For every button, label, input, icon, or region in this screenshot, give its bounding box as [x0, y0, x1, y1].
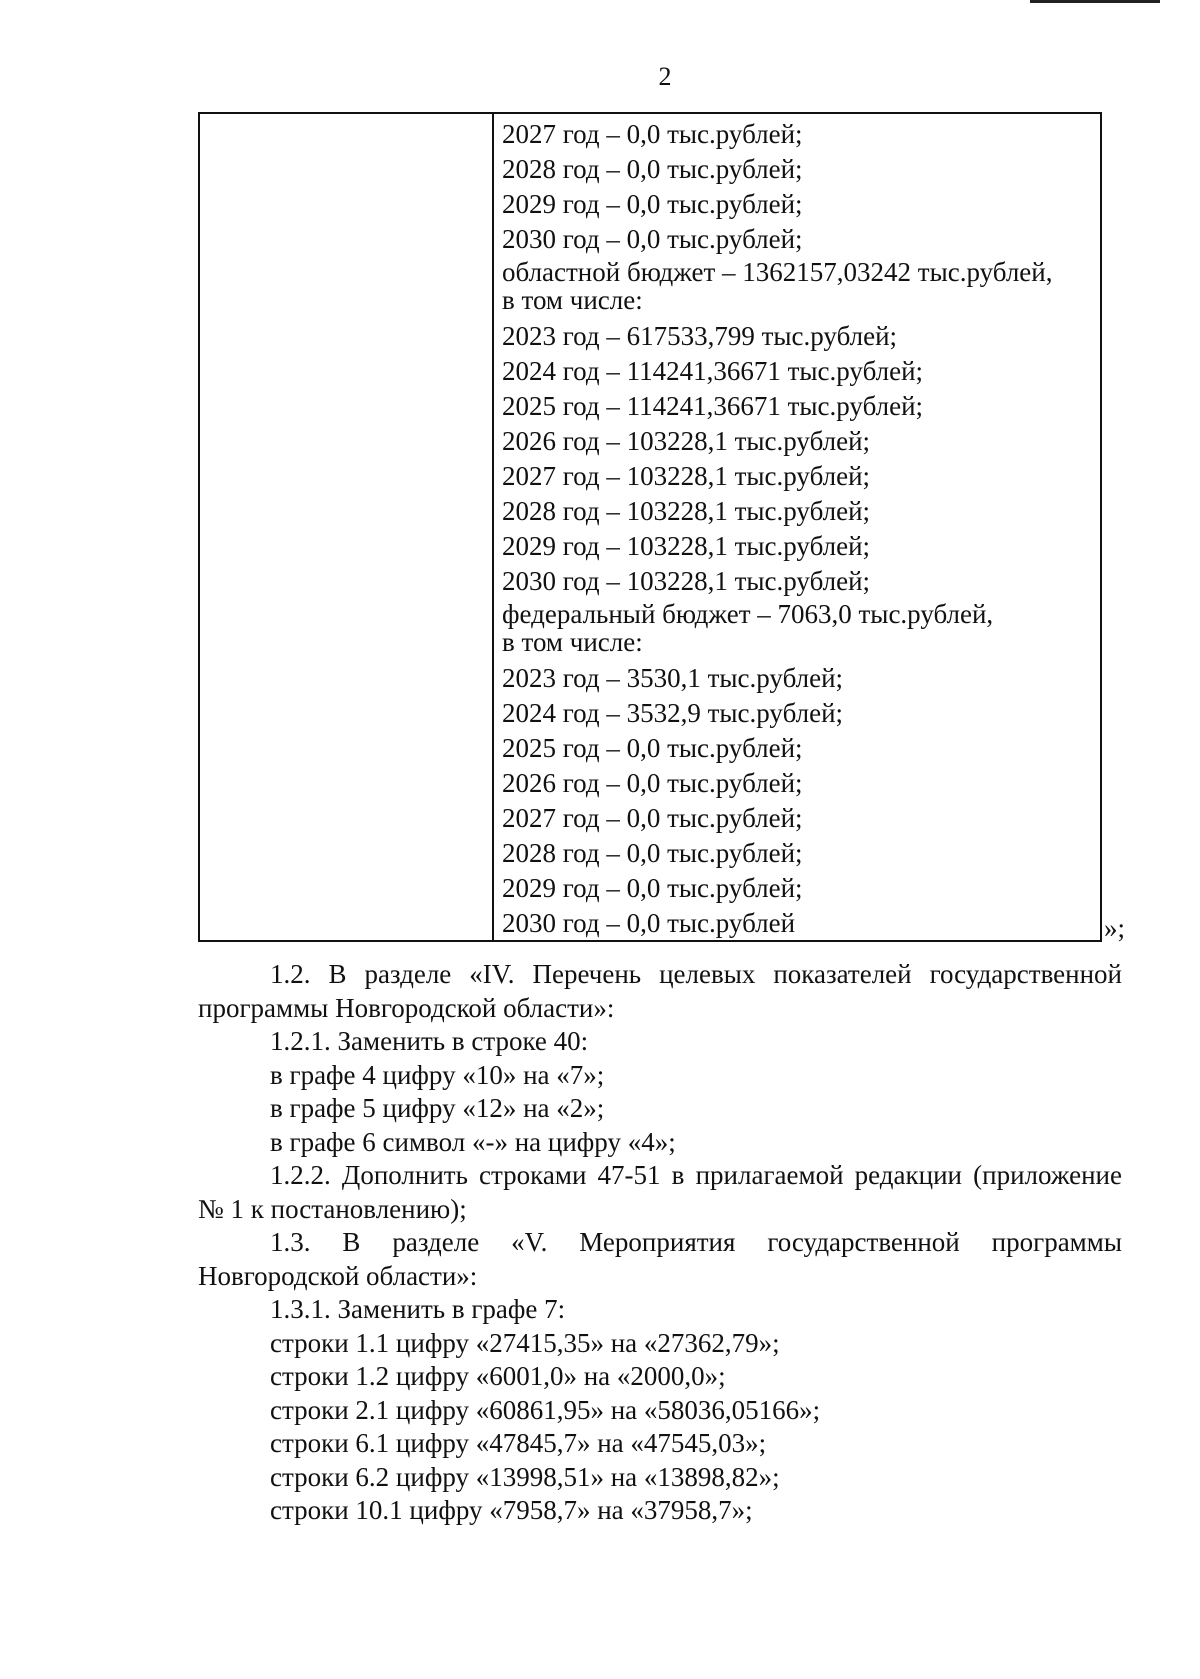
list-item: строки 2.1 цифру «60861,95» на «58036,05166»;	[270, 1394, 821, 1425]
table-row: 2027 год – 103228,1 тыс.рублей;	[502, 461, 871, 491]
table-row: 2026 год – 103228,1 тыс.рублей;	[502, 426, 871, 456]
funding-table	[198, 112, 1102, 942]
table-row: 2030 год – 0,0 тыс.рублей	[502, 908, 796, 938]
table-row-regional-budget	[502, 258, 1092, 320]
page-number: 2	[658, 62, 672, 91]
list-item: в графе 6 символ «-» на цифру «4»;	[270, 1126, 676, 1157]
list-item: в графе 4 цифру «10» на «7»;	[270, 1059, 605, 1090]
section-1-2-paragraph: 1.2. В разделе «IV. Перечень целевых показателей государственной программы Новгородской области»:	[198, 959, 1122, 1023]
table-row: 2030 год – 103228,1 тыс.рублей;	[502, 566, 871, 596]
section-1-3-paragraph: 1.3. В разделе «V. Мероприятия государственной программы Новгородской области»:	[198, 1227, 1122, 1291]
table-row: 2029 год – 103228,1 тыс.рублей;	[502, 531, 871, 561]
closing-quote-mark: »;	[1104, 913, 1126, 943]
table-row: 2028 год – 103228,1 тыс.рублей;	[502, 496, 871, 526]
item-1-2-2-paragraph: 1.2.2. Дополнить строками 47-51 в прилагаемой редакции (приложение № 1 к постановлению);	[198, 1160, 1122, 1224]
document-body	[198, 958, 1122, 1528]
table-row: 2028 год – 0,0 тыс.рублей;	[502, 154, 803, 184]
table-row: 2027 год – 0,0 тыс.рублей;	[502, 803, 803, 833]
table-row: 2023 год – 3530,1 тыс.рублей;	[502, 663, 844, 693]
table-row: 2023 год – 617533,799 тыс.рублей;	[502, 321, 898, 351]
regional-budget-including: в том числе:	[502, 285, 643, 315]
table-row: 2028 год – 0,0 тыс.рублей;	[502, 838, 803, 868]
list-item: строки 1.2 цифру «6001,0» на «2000,0»;	[270, 1361, 726, 1391]
table-row: 2025 год – 0,0 тыс.рублей;	[502, 733, 803, 763]
list-item: строки 10.1 цифру «7958,7» на «37958,7»;	[270, 1495, 753, 1525]
list-item: строки 1.1 цифру «27415,35» на «27362,79»;	[270, 1327, 780, 1358]
table-row: 2026 год – 0,0 тыс.рублей;	[502, 768, 803, 798]
regional-budget-total: областной бюджет – 1362157,03242 тыс.рублей,	[502, 257, 1053, 287]
table-row: 2025 год – 114241,36671 тыс.рублей;	[502, 391, 924, 421]
table-row: 2029 год – 0,0 тыс.рублей;	[502, 873, 803, 903]
top-rule	[1030, 0, 1160, 3]
funding-values-column	[502, 118, 1092, 942]
table-row: 2027 год – 0,0 тыс.рублей;	[502, 119, 803, 149]
table-column-divider	[492, 114, 494, 940]
table-row: 2024 год – 114241,36671 тыс.рублей;	[502, 356, 924, 386]
table-row: 2024 год – 3532,9 тыс.рублей;	[502, 698, 844, 728]
item-1-3-1-heading: 1.3.1. Заменить в графе 7:	[270, 1294, 566, 1324]
list-item: строки 6.1 цифру «47845,7» на «47545,03»;	[270, 1428, 767, 1458]
table-row-federal-budget	[502, 600, 1092, 662]
list-item: в графе 5 цифру «12» на «2»;	[270, 1093, 605, 1123]
item-1-2-1-heading: 1.2.1. Заменить в строке 40:	[270, 1026, 589, 1056]
federal-budget-including: в том числе:	[502, 627, 643, 657]
federal-budget-total: федеральный бюджет – 7063,0 тыс.рублей,	[502, 599, 994, 629]
table-row: 2029 год – 0,0 тыс.рублей;	[502, 189, 803, 219]
list-item: строки 6.2 цифру «13998,51» на «13898,82»;	[270, 1461, 780, 1492]
table-row: 2030 год – 0,0 тыс.рублей;	[502, 224, 803, 254]
